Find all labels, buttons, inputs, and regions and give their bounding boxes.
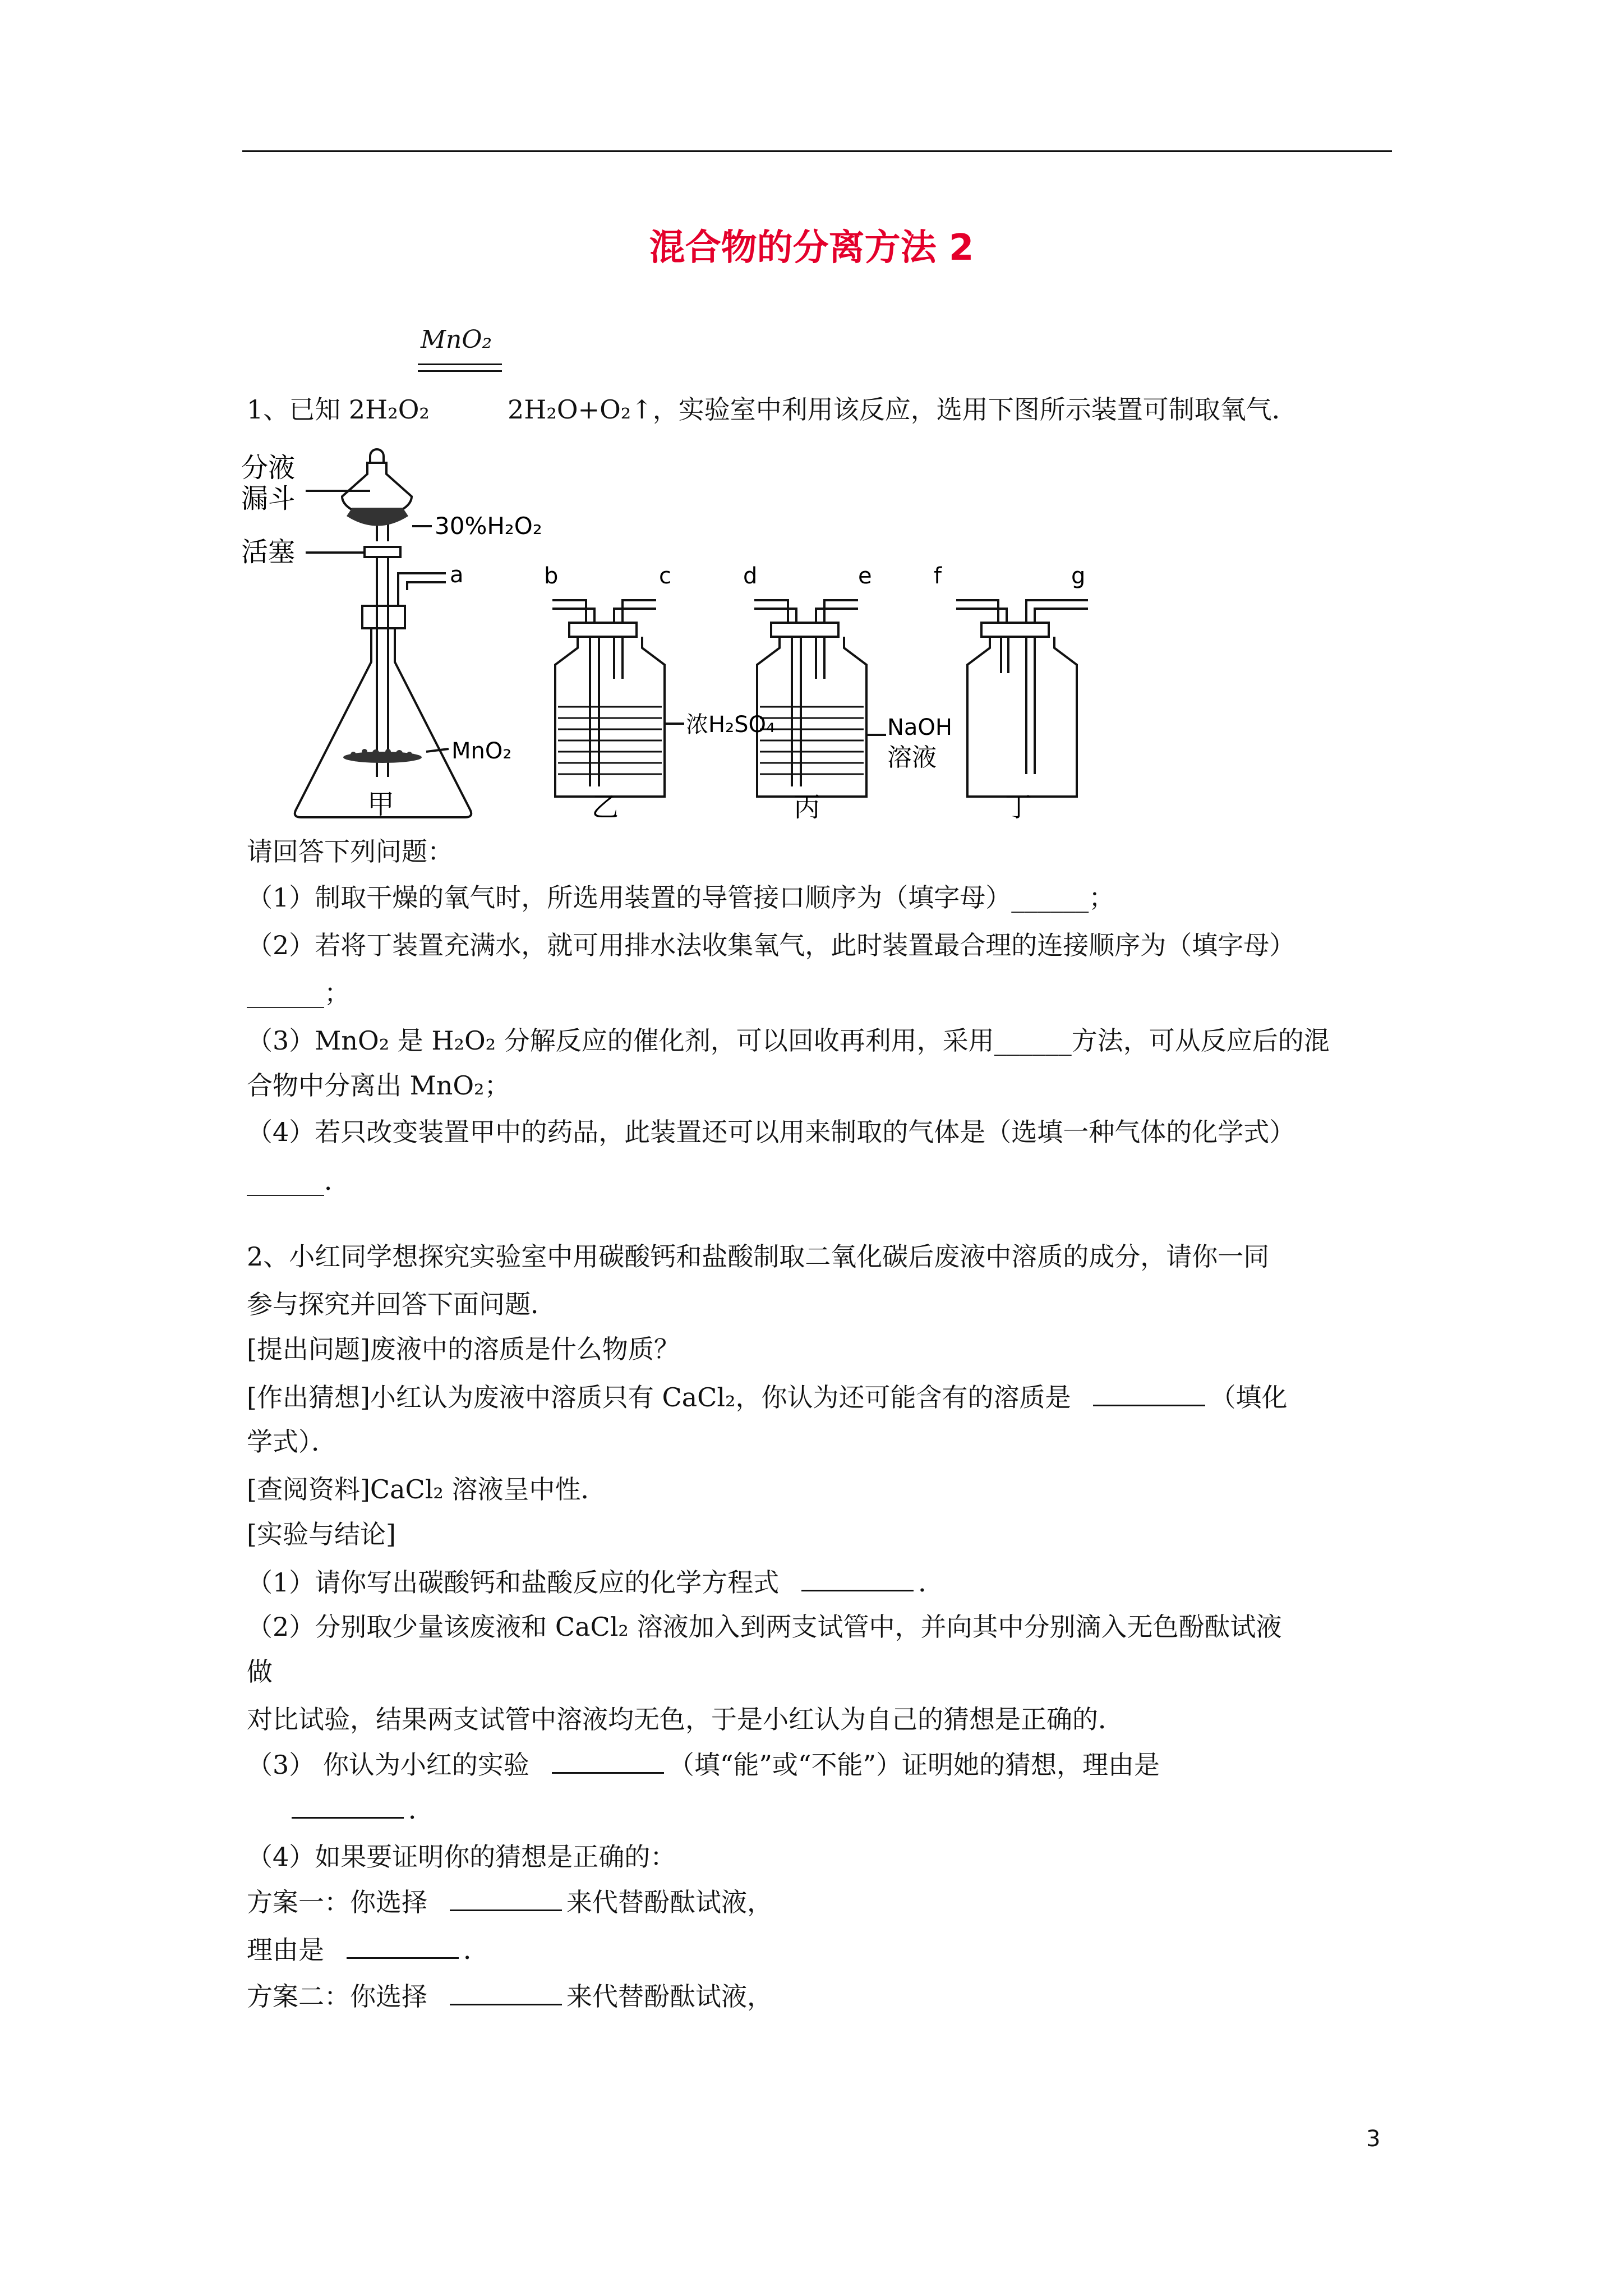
q2-experiment-heading: [实验与结论] [247, 1519, 396, 1549]
q2-hypothesis-blank[interactable] [1093, 1380, 1205, 1406]
q2-plan2 [247, 1979, 773, 2013]
q2-hypothesis [247, 1380, 1287, 1414]
port-a-label: a [450, 562, 464, 588]
q2-plan1-reason-text: 理由是 [247, 1935, 324, 1965]
q1-part2-line2: ______； [247, 978, 350, 1008]
page-title: 混合物的分离方法 2 [649, 227, 974, 269]
q2-part3-blank2[interactable] [292, 1792, 404, 1819]
port-e-label: e [858, 563, 872, 589]
q1-part4-line2: ______． [247, 1166, 350, 1196]
q2-plan1-reason-end: ． [463, 1935, 489, 1965]
q1-part4-line1: （4）若只改变装置甲中的药品，此装置还可以用来制取的气体是（选填一种气体的化学式） [247, 1117, 1295, 1147]
port-c-label: c [659, 563, 671, 589]
equation-bar-bottom [418, 370, 502, 372]
q2-plan1-text: 方案一：你选择 [247, 1887, 427, 1917]
equation-bar-top [418, 364, 502, 365]
apparatus-jia-label: 甲 [367, 789, 395, 820]
q1-part3-line1: （3）MnO₂ 是 H₂O₂ 分解反应的催化剂，可以回收再利用，采用______方法，可从反应后的混 [247, 1025, 1330, 1056]
apparatus-ding-label: 丁 [1005, 792, 1032, 823]
q2-part1-text: （1）请你写出碳酸钙和盐酸反应的化学方程式 [247, 1567, 780, 1598]
q1-part1: （1）制取干燥的氧气时，所选用装置的导管接口顺序为（填字母）______； [247, 882, 1115, 913]
page-number: 3 [1366, 2126, 1381, 2152]
q2-plan1-reason [247, 1932, 489, 1967]
q2-part1 [247, 1565, 944, 1599]
port-d-label: d [743, 563, 758, 589]
q2-part2-line1: （2）分别取少量该废液和 CaCl₂ 溶液加入到两支试管中，并向其中分别滴入无色酚酞试液 [247, 1612, 1282, 1642]
q2-part3-tail: （填“能”或“不能”）证明她的猜想，理由是 [668, 1750, 1160, 1780]
q2-part3-text: （3） 你认为小红的实验 [247, 1750, 529, 1780]
q2-part4: （4）如果要证明你的猜想是正确的： [247, 1842, 676, 1872]
catalyst-label: MnO₂ [421, 325, 492, 354]
q2-part3-end: ． [408, 1795, 434, 1825]
q2-plan1 [247, 1885, 773, 1919]
stopcock-label: 活塞 [241, 536, 296, 568]
q2-hypothesis-tail: （填化 [1210, 1382, 1288, 1412]
funnel-label-1: 分液 [241, 452, 296, 484]
q2-part2-line2: 做 [247, 1657, 273, 1687]
apparatus-yi-label: 乙 [592, 792, 619, 823]
port-g-label: g [1071, 563, 1086, 589]
q2-part3-cont [247, 1792, 434, 1826]
q1-products: 2H₂O+O₂↑，实验室中利用该反应，选用下图所示装置可制取氧气． [508, 394, 1298, 425]
header-rule [242, 150, 1392, 152]
port-b-label: b [544, 563, 559, 589]
q2-line2: 参与探究并回答下面问题． [247, 1289, 556, 1319]
naoh-label-1: NaOH [887, 715, 952, 740]
q1-prefix: 1、已知 2H₂O₂ [247, 394, 430, 425]
q2-plan1-blank[interactable] [450, 1885, 562, 1911]
q2-plan2-text: 方案二：你选择 [247, 1981, 427, 2012]
apparatus-bing-label: 丙 [794, 792, 821, 823]
apparatus-figure [241, 443, 1127, 825]
q2-part1-blank[interactable] [801, 1565, 914, 1591]
q2-part2-line3: 对比试验，结果两支试管中溶液均无色，于是小红认为自己的猜想是正确的． [247, 1704, 1124, 1734]
naoh-label-2: 溶液 [887, 743, 937, 772]
q2-part3 [247, 1747, 1160, 1782]
h2so4-label: 浓H₂SO₄ [686, 712, 776, 738]
funnel-label-2: 漏斗 [241, 483, 296, 514]
q2-plan1-reason-blank[interactable] [347, 1932, 459, 1959]
q1-part2-line1: （2）若将丁装置充满水，就可用排水法收集氧气，此时装置最合理的连接顺序为（填字母） [247, 930, 1295, 960]
q1-prompt: 请回答下列问题： [247, 836, 453, 867]
mno2-label: MnO₂ [451, 738, 512, 764]
h2o2-label: 30%H₂O₂ [435, 512, 542, 540]
q2-line1: 2、小红同学想探究实验室中用碳酸钙和盐酸制取二氧化碳后废液中溶质的成分，请你一同 [247, 1241, 1270, 1272]
q2-plan2-tail: 来代替酚酞试液， [566, 1981, 773, 2012]
q2-hypothesis-text: [作出猜想]小红认为废液中溶质只有 CaCl₂，你认为还可能含有的溶质是 [247, 1382, 1071, 1412]
q2-part1-tail: ． [918, 1567, 944, 1598]
q2-part3-blank1[interactable] [552, 1747, 664, 1774]
port-f-label: f [934, 563, 942, 589]
q2-hypothesis-cont: 学式）． [247, 1427, 337, 1457]
q2-plan2-blank[interactable] [450, 1979, 562, 2005]
q2-problem: [提出问题]废液中的溶质是什么物质？ [247, 1334, 680, 1364]
q2-reference: [查阅资料]CaCl₂ 溶液呈中性． [247, 1474, 607, 1504]
q1-part3-line2: 合物中分离出 MnO₂； [247, 1070, 510, 1101]
q2-plan1-tail: 来代替酚酞试液， [566, 1887, 773, 1917]
